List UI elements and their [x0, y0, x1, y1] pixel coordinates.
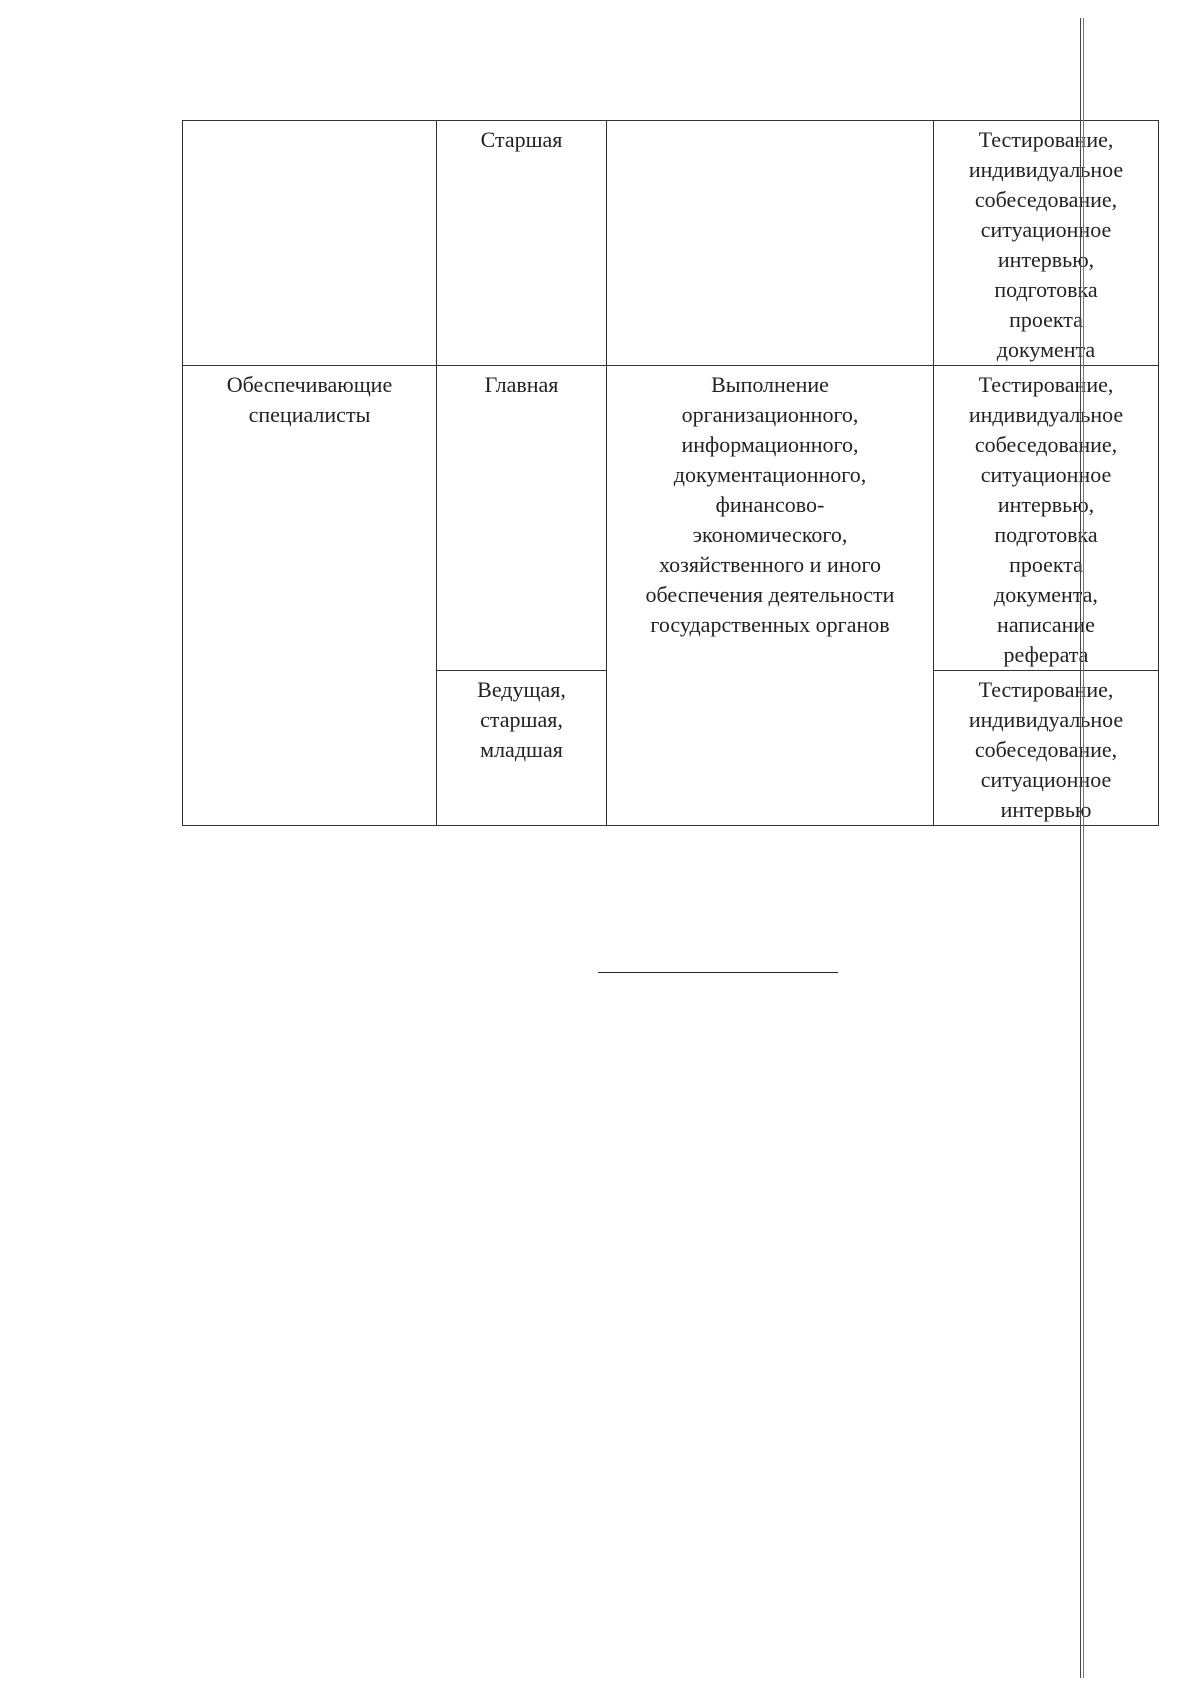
function-cell: Выполнение организационного, информационного, документационного, финансово- экономического, хозяйственного и иного обеспечения деятельности государственных органов — [607, 366, 934, 826]
closing-rule — [598, 972, 838, 973]
category-cell: Старшая — [437, 121, 607, 366]
function-cell — [607, 121, 934, 366]
group-cell: Обеспечивающие специалисты — [183, 366, 437, 826]
table-row — [183, 366, 1159, 671]
table-row — [183, 121, 1159, 366]
group-cell — [183, 121, 437, 366]
methods-cell: Тестирование, индивидуальное собеседование, ситуационное интервью, подготовка проекта документа, написание реферата — [934, 366, 1159, 671]
qualification-table — [182, 120, 1159, 826]
methods-cell: Тестирование, индивидуальное собеседование, ситуационное интервью — [934, 671, 1159, 826]
category-cell: Главная — [437, 366, 607, 671]
methods-cell: Тестирование, индивидуальное собеседование, ситуационное интервью, подготовка проекта документа — [934, 121, 1159, 366]
category-cell: Ведущая, старшая, младшая — [437, 671, 607, 826]
scan-artifact-line — [1080, 18, 1084, 1678]
